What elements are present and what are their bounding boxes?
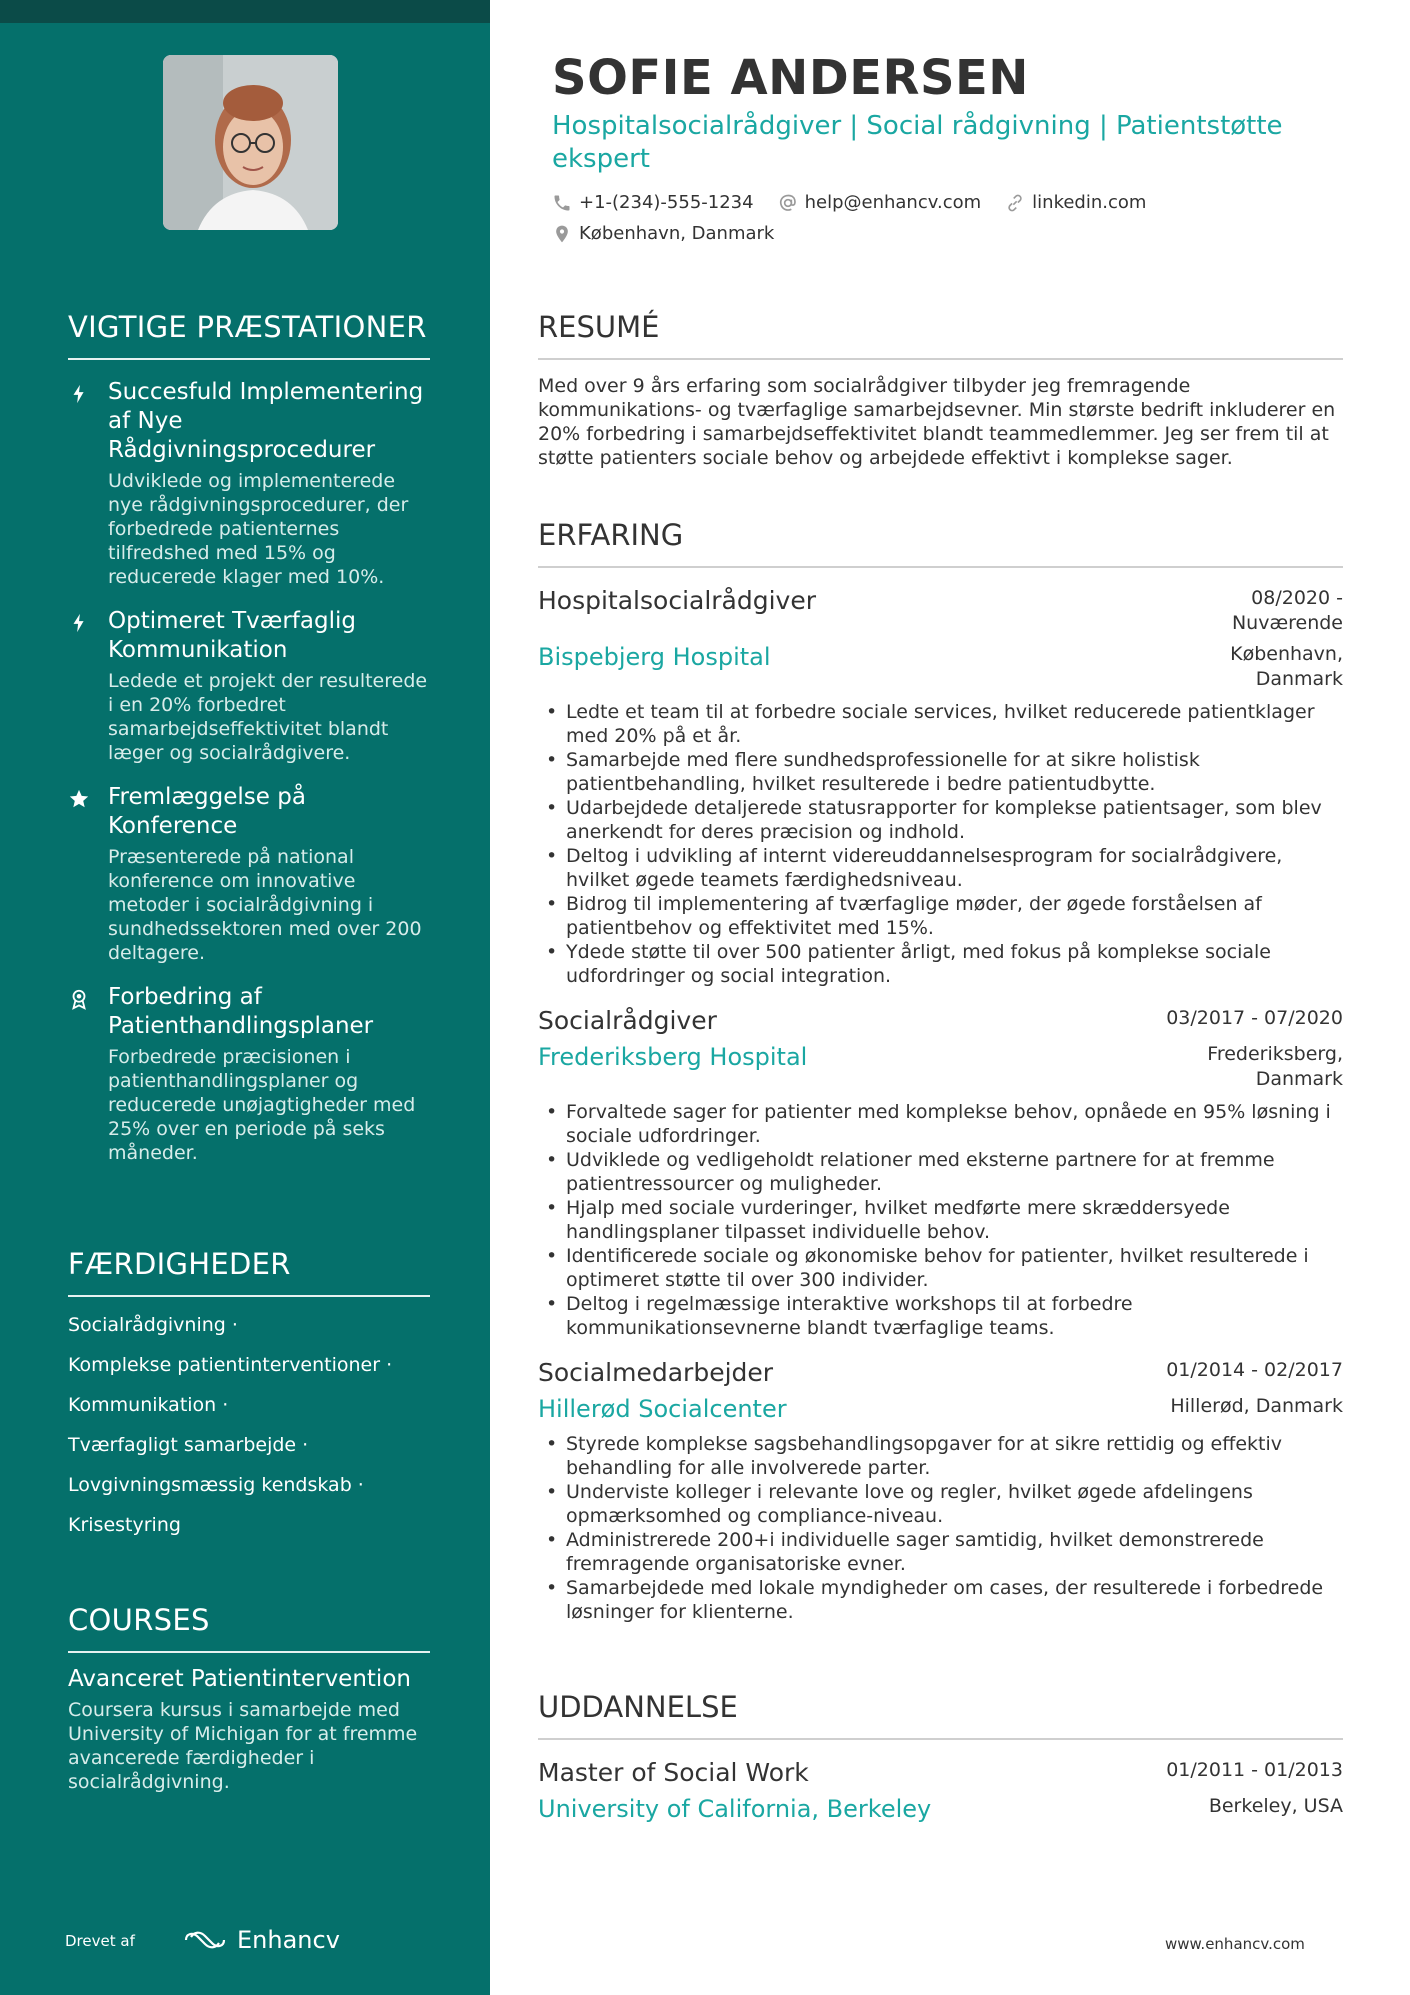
job-bullets xyxy=(538,1100,1343,1340)
award-icon xyxy=(68,988,90,1010)
job-bullet: • Forvaltede sager for patienter med komplekse behov, opnåede en 95% løsning i sociale udfordringer. xyxy=(538,1100,1343,1148)
job-bullet: • Udarbejdede detaljerede statusrapporter for komplekse patientsager, som blev anerkendt for deres præcision og indhold. xyxy=(538,796,1343,844)
job-date: 08/2020 - Nuværende xyxy=(1231,587,1343,634)
powered-by-label: Drevet af xyxy=(65,1932,135,1950)
job-bullet: • Bidrog til implementering af tværfaglige møder, der øgede forståelsen af patientbehov og effektivitet med 15%. xyxy=(538,892,1343,940)
achievement-desc: Udviklede og implementerede nye rådgivningsprocedurer, der forbedrede patienternes tilfredshed med 15% og reducerede klager med 10%. xyxy=(108,470,409,588)
website-url[interactable]: www.enhancv.com xyxy=(1165,1935,1305,1953)
job-bullet: • Ledte et team til at forbedre sociale services, hvilket reducerede patientklager med 20% på et år. xyxy=(538,700,1343,748)
achievements-title: VIGTIGE PRÆSTATIONER xyxy=(68,310,430,360)
degree-title: Master of Social Work xyxy=(538,1758,809,1787)
job-bullet: • Deltog i regelmæssige interaktive workshops til at forbedre kommunikationsevnerne blandt tværfaglige teams. xyxy=(538,1292,1343,1340)
job-bullets xyxy=(538,1432,1343,1624)
achievement-title: Optimeret Tværfaglig Kommunikation xyxy=(108,608,356,663)
education-title: UDDANNELSE xyxy=(538,1690,1343,1740)
job-bullet: • Styrede komplekse sagsbehandlingsopgaver for at sikre rettidig og effektiv behandling for alle involverede parter. xyxy=(538,1432,1343,1480)
sidebar xyxy=(0,0,490,1995)
job-title: Hospitalsocialrådgiver xyxy=(538,586,817,615)
achievement-title: Forbedring af Patienthandlingsplaner xyxy=(108,984,374,1039)
enhancv-logo[interactable] xyxy=(183,1926,340,1954)
phone-icon xyxy=(552,193,572,213)
achievement-desc: Ledede et projekt der resulterede i en 20% forbedret samarbejdseffektivitet blandt læger og socialrådgivere. xyxy=(108,670,428,764)
headline: Hospitalsocialrådgiver | Social rådgivning | Patientstøtte ekspert xyxy=(552,111,1283,174)
achievements-section xyxy=(68,310,430,1165)
bolt-icon xyxy=(68,383,90,405)
achievement-desc: Præsenterede på national konference om innovative metoder i socialrådgivning i sundhedssektoren med over 200 deltagere. xyxy=(108,846,422,964)
courses-title: COURSES xyxy=(68,1603,430,1653)
achievement-item xyxy=(68,783,430,965)
job-bullets xyxy=(538,700,1343,988)
summary-title: RESUMÉ xyxy=(538,310,1343,360)
profile-photo xyxy=(163,55,338,230)
job-title: Socialrådgiver xyxy=(538,1006,717,1035)
linkedin-contact[interactable] xyxy=(1005,192,1146,213)
education-section xyxy=(538,1690,1343,1824)
summary-section xyxy=(538,310,1343,470)
location-pin-icon xyxy=(552,224,572,244)
phone-contact[interactable] xyxy=(552,192,754,213)
achievement-item xyxy=(68,378,430,589)
job-title: Socialmedarbejder xyxy=(538,1358,774,1387)
experience-title: ERFARING xyxy=(538,518,1343,568)
candidate-name: SOFIE ANDERSEN xyxy=(552,50,1029,106)
skills-section xyxy=(68,1247,430,1537)
phone-text: +1-(234)-555-1234 xyxy=(579,192,754,213)
contact-info xyxy=(552,192,1312,254)
job-date: 03/2017 - 07/2020 xyxy=(1166,1007,1343,1029)
link-icon xyxy=(1005,193,1025,213)
education-entry xyxy=(538,1758,1343,1824)
email-text: help@enhancv.com xyxy=(804,192,982,213)
skill-item: Kommunikation · xyxy=(68,1394,229,1416)
summary-text: Med over 9 års erfaring som socialrådgiver tilbyder jeg fremragende kommunikations- og tværfaglige samarbejdsevner. Min største bedrift inkluderer en 20% forbedring i samarbejdseffektivitet blandt teammedlemmer. Jeg ser frem til at støtte patienters sociale behov og arbejdede effektivt i komplekse sager. xyxy=(538,375,1336,469)
experience-section xyxy=(538,518,1343,1624)
job-bullet: • Deltog i udvikling af internt videreuddannelsesprogram for socialrådgivere, hvilket øgede teamets færdighedsniveau. xyxy=(538,844,1343,892)
job-company: Hillerød Socialcenter xyxy=(538,1395,787,1423)
linkedin-text: linkedin.com xyxy=(1032,192,1147,213)
location-text: København, Danmark xyxy=(579,223,775,244)
bolt-icon xyxy=(68,612,90,634)
job-location: København, Danmark xyxy=(1230,643,1343,690)
achievement-desc: Forbedrede præcisionen i patienthandlingsplaner og reducerede unøjagtigheder med 25% over en periode på seks måneder. xyxy=(108,1046,416,1164)
skill-item: Tværfagligt samarbejde · xyxy=(68,1434,309,1456)
job-bullet: • Identificerede sociale og økonomiske behov for patienter, hvilket resulterede i optimeret støtte til over 300 individer. xyxy=(538,1244,1343,1292)
email-contact[interactable] xyxy=(778,192,982,213)
location-contact xyxy=(552,223,774,244)
achievement-item xyxy=(68,983,430,1165)
skill-item: Komplekse patientinterventioner · xyxy=(68,1354,393,1376)
job-bullet: • Ydede støtte til over 500 patienter årligt, med fokus på komplekse sociale udfordringer og social integration. xyxy=(538,940,1343,988)
job-bullet: • Samarbejdede med lokale myndigheder om cases, der resulterede i forbedrede løsninger for klienterne. xyxy=(538,1576,1343,1624)
skill-item: Lovgivningsmæssig kendskab · xyxy=(68,1474,364,1496)
education-location: Berkeley, USA xyxy=(1208,1795,1343,1817)
job-bullet: • Udviklede og vedligeholdt relationer med eksterne partnere for at fremme patientressourcer og muligheder. xyxy=(538,1148,1343,1196)
school-name: University of California, Berkeley xyxy=(538,1795,932,1823)
course-title: Avanceret Patientintervention xyxy=(68,1666,411,1692)
skill-item: Socialrådgivning · xyxy=(68,1314,238,1336)
education-date: 01/2011 - 01/2013 xyxy=(1166,1759,1343,1781)
at-icon xyxy=(778,193,798,213)
course-desc: Coursera kursus i samarbejde med University of Michigan for at fremme avancerede færdigheder i socialrådgivning. xyxy=(68,1699,418,1793)
achievement-title: Fremlæggelse på Konference xyxy=(108,784,306,839)
achievement-item xyxy=(68,607,430,765)
skills-title: FÆRDIGHEDER xyxy=(68,1247,430,1297)
job-company: Bispebjerg Hospital xyxy=(538,643,771,671)
job-bullet: • Underviste kolleger i relevante love og regler, hvilket øgede afdelingens opmærksomhed og compliance-niveau. xyxy=(538,1480,1343,1528)
enhancv-logo-text: Enhancv xyxy=(237,1926,340,1954)
job-date: 01/2014 - 02/2017 xyxy=(1166,1359,1343,1381)
job-bullet: • Samarbejde med flere sundhedsprofessionelle for at sikre holistisk patientbehandling, hvilket resulterede i bedre patientudbytte. xyxy=(538,748,1343,796)
sidebar-top-bar xyxy=(0,0,490,23)
skill-item: Krisestyring xyxy=(68,1514,181,1536)
job-bullet: • Administrerede 200+i individuelle sager samtidig, hvilket demonstrerede fremragende organisatoriske evner. xyxy=(538,1528,1343,1576)
job-entry xyxy=(538,1006,1343,1340)
star-icon xyxy=(68,788,90,810)
achievement-title: Succesfuld Implementering af Nye Rådgivningsprocedurer xyxy=(108,379,424,463)
job-location: Frederiksberg, Danmark xyxy=(1207,1043,1343,1090)
job-bullet: • Hjalp med sociale vurderinger, hvilket medførte mere skræddersyede handlingsplaner tilpasset individuelle behov. xyxy=(538,1196,1343,1244)
job-entry xyxy=(538,1358,1343,1624)
job-entry xyxy=(538,586,1343,988)
enhancv-logo-icon xyxy=(183,1929,227,1951)
courses-section xyxy=(68,1603,430,1794)
job-company: Frederiksberg Hospital xyxy=(538,1043,808,1071)
job-location: Hillerød, Danmark xyxy=(1170,1395,1343,1417)
